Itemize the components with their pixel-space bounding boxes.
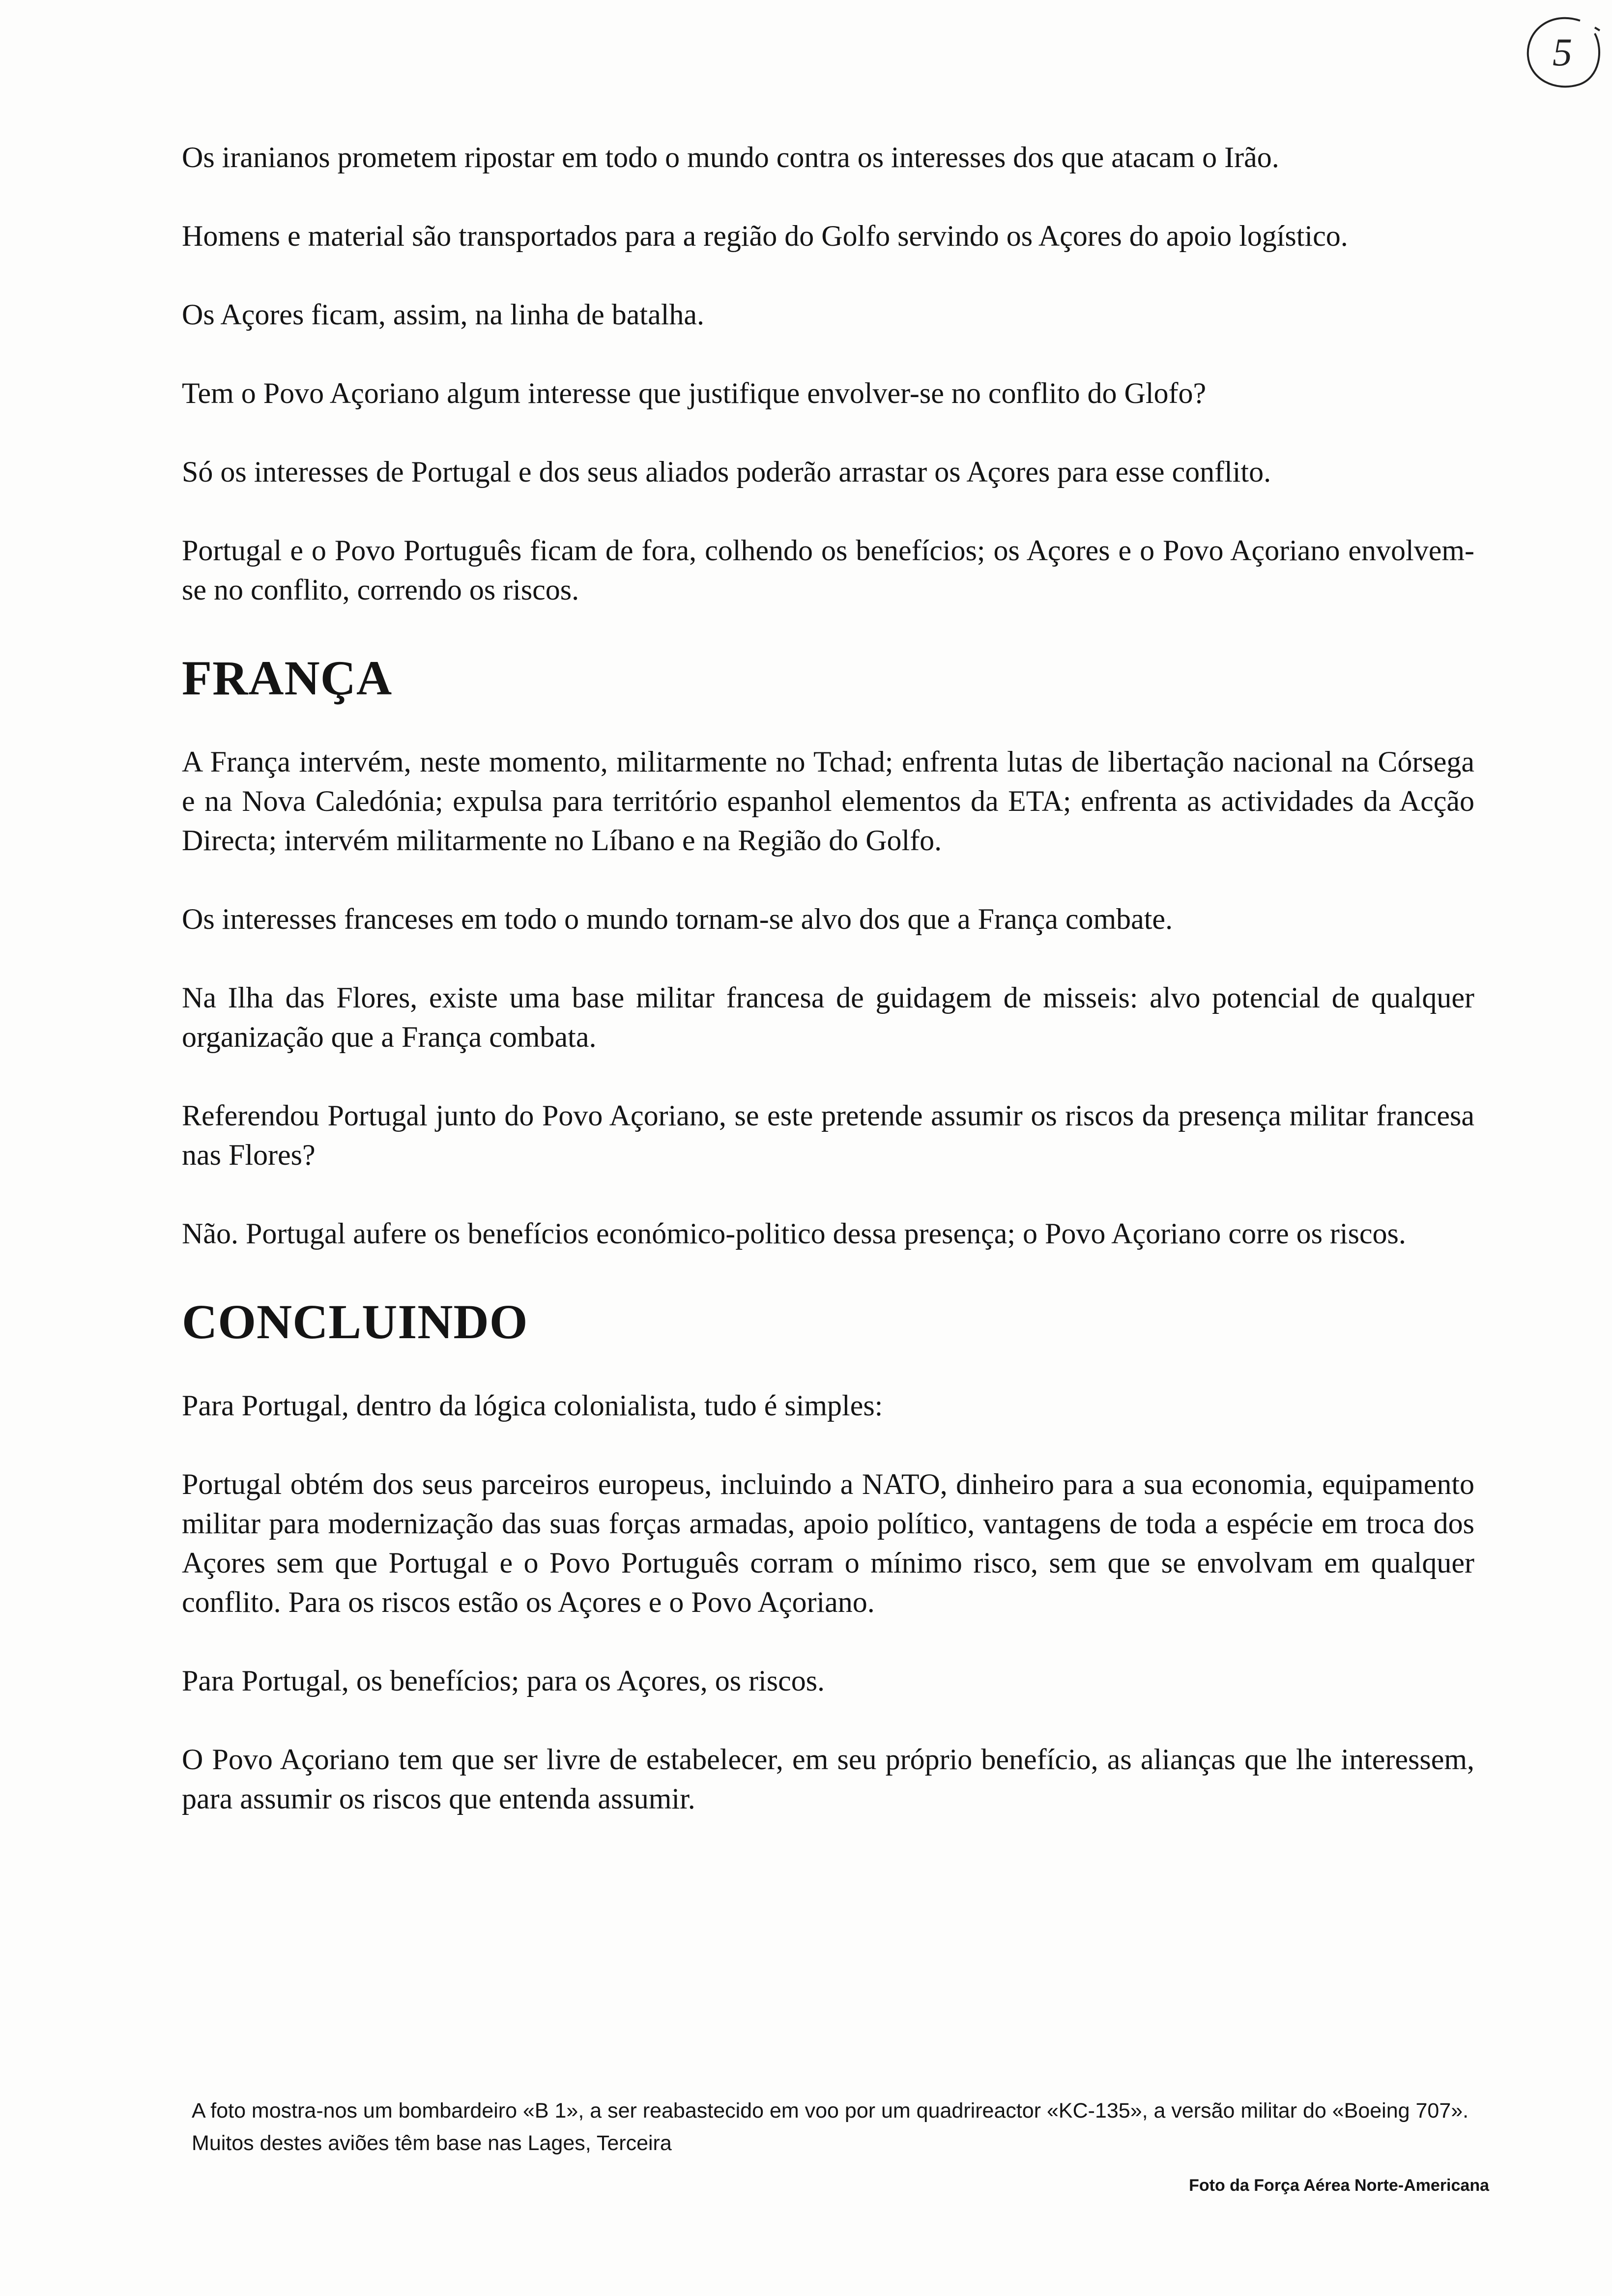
paragraph: Referendou Portugal junto do Povo Açoriano, se este pretende assumir os riscos da presença militar francesa nas Flores? bbox=[182, 1099, 1474, 1171]
franca-section bbox=[182, 649, 1474, 1253]
paragraph: Para Portugal, dentro da lógica colonialista, tudo é simples: bbox=[182, 1389, 883, 1422]
paragraph: Portugal e o Povo Português ficam de fora, colhendo os benefícios; os Açores e o Povo Açoriano envolvem-se no conflito, correndo os riscos. bbox=[182, 534, 1474, 606]
paragraph: Os interesses franceses em todo o mundo tornam-se alvo dos que a França combate. bbox=[182, 903, 1173, 935]
paragraph: O Povo Açoriano tem que ser livre de estabelecer, em seu próprio benefício, as alianças que lhe interessem, para assumir os riscos que entenda assumir. bbox=[182, 1743, 1474, 1815]
paragraph: Os iranianos prometem ripostar em todo o mundo contra os interesses dos que atacam o Irão. bbox=[182, 141, 1279, 173]
paragraph: Só os interesses de Portugal e dos seus aliados poderão arrastar os Açores para esse conflito. bbox=[182, 456, 1271, 488]
concluindo-section bbox=[182, 1292, 1474, 1818]
paragraph: Para Portugal, os benefícios; para os Açores, os riscos. bbox=[182, 1665, 825, 1697]
paragraph: Portugal obtém dos seus parceiros europeus, incluindo a NATO, dinheiro para a sua economia, equipamento militar para modernização das suas forças armadas, apoio político, vantagens de toda a espécie em troca dos Açores sem que Portugal e o Povo Português corram o mínimo risco, sem que se envolvam em qualquer conflito. Para os riscos estão os Açores e o Povo Açoriano. bbox=[182, 1468, 1474, 1618]
paragraph: Não. Portugal aufere os benefícios económico-politico dessa presença; o Povo Açoriano corre os riscos. bbox=[182, 1217, 1406, 1250]
intro-section bbox=[182, 138, 1474, 609]
paragraph: Na Ilha das Flores, existe uma base militar francesa de guidagem de misseis: alvo potencial de qualquer organização que a França combata. bbox=[182, 981, 1474, 1053]
article-body bbox=[182, 138, 1474, 1858]
photo-caption: A foto mostra-nos um bombardeiro «B 1», a ser reabastecido em voo por um quadrireactor «KC-135», a versão militar do «Boeing 707». Muitos destes aviões têm base nas Lages, Terceira bbox=[192, 2099, 1469, 2155]
paragraph: Tem o Povo Açoriano algum interesse que justifique envolver-se no conflito do Glofo? bbox=[182, 377, 1207, 409]
paragraph: Os Açores ficam, assim, na linha de batalha. bbox=[182, 298, 705, 331]
paragraph: Homens e material são transportados para a região do Golfo servindo os Açores do apoio logístico. bbox=[182, 220, 1348, 252]
paragraph: A França intervém, neste momento, militarmente no Tchad; enfrenta lutas de libertação nacional na Córsega e na Nova Caledónia; expulsa para território espanhol elementos da ETA; enfrenta as actividades da Acção Directa; intervém militarmente no Líbano e na Região do Golfo. bbox=[182, 746, 1474, 857]
page-number-mark bbox=[1521, 11, 1604, 93]
section-heading-franca: FRANÇA bbox=[182, 651, 393, 705]
page-number: 5 bbox=[1553, 31, 1572, 74]
section-heading-concluindo: CONCLUINDO bbox=[182, 1294, 528, 1349]
photo-credit: Foto da Força Aérea Norte-Americana bbox=[1189, 2176, 1489, 2195]
